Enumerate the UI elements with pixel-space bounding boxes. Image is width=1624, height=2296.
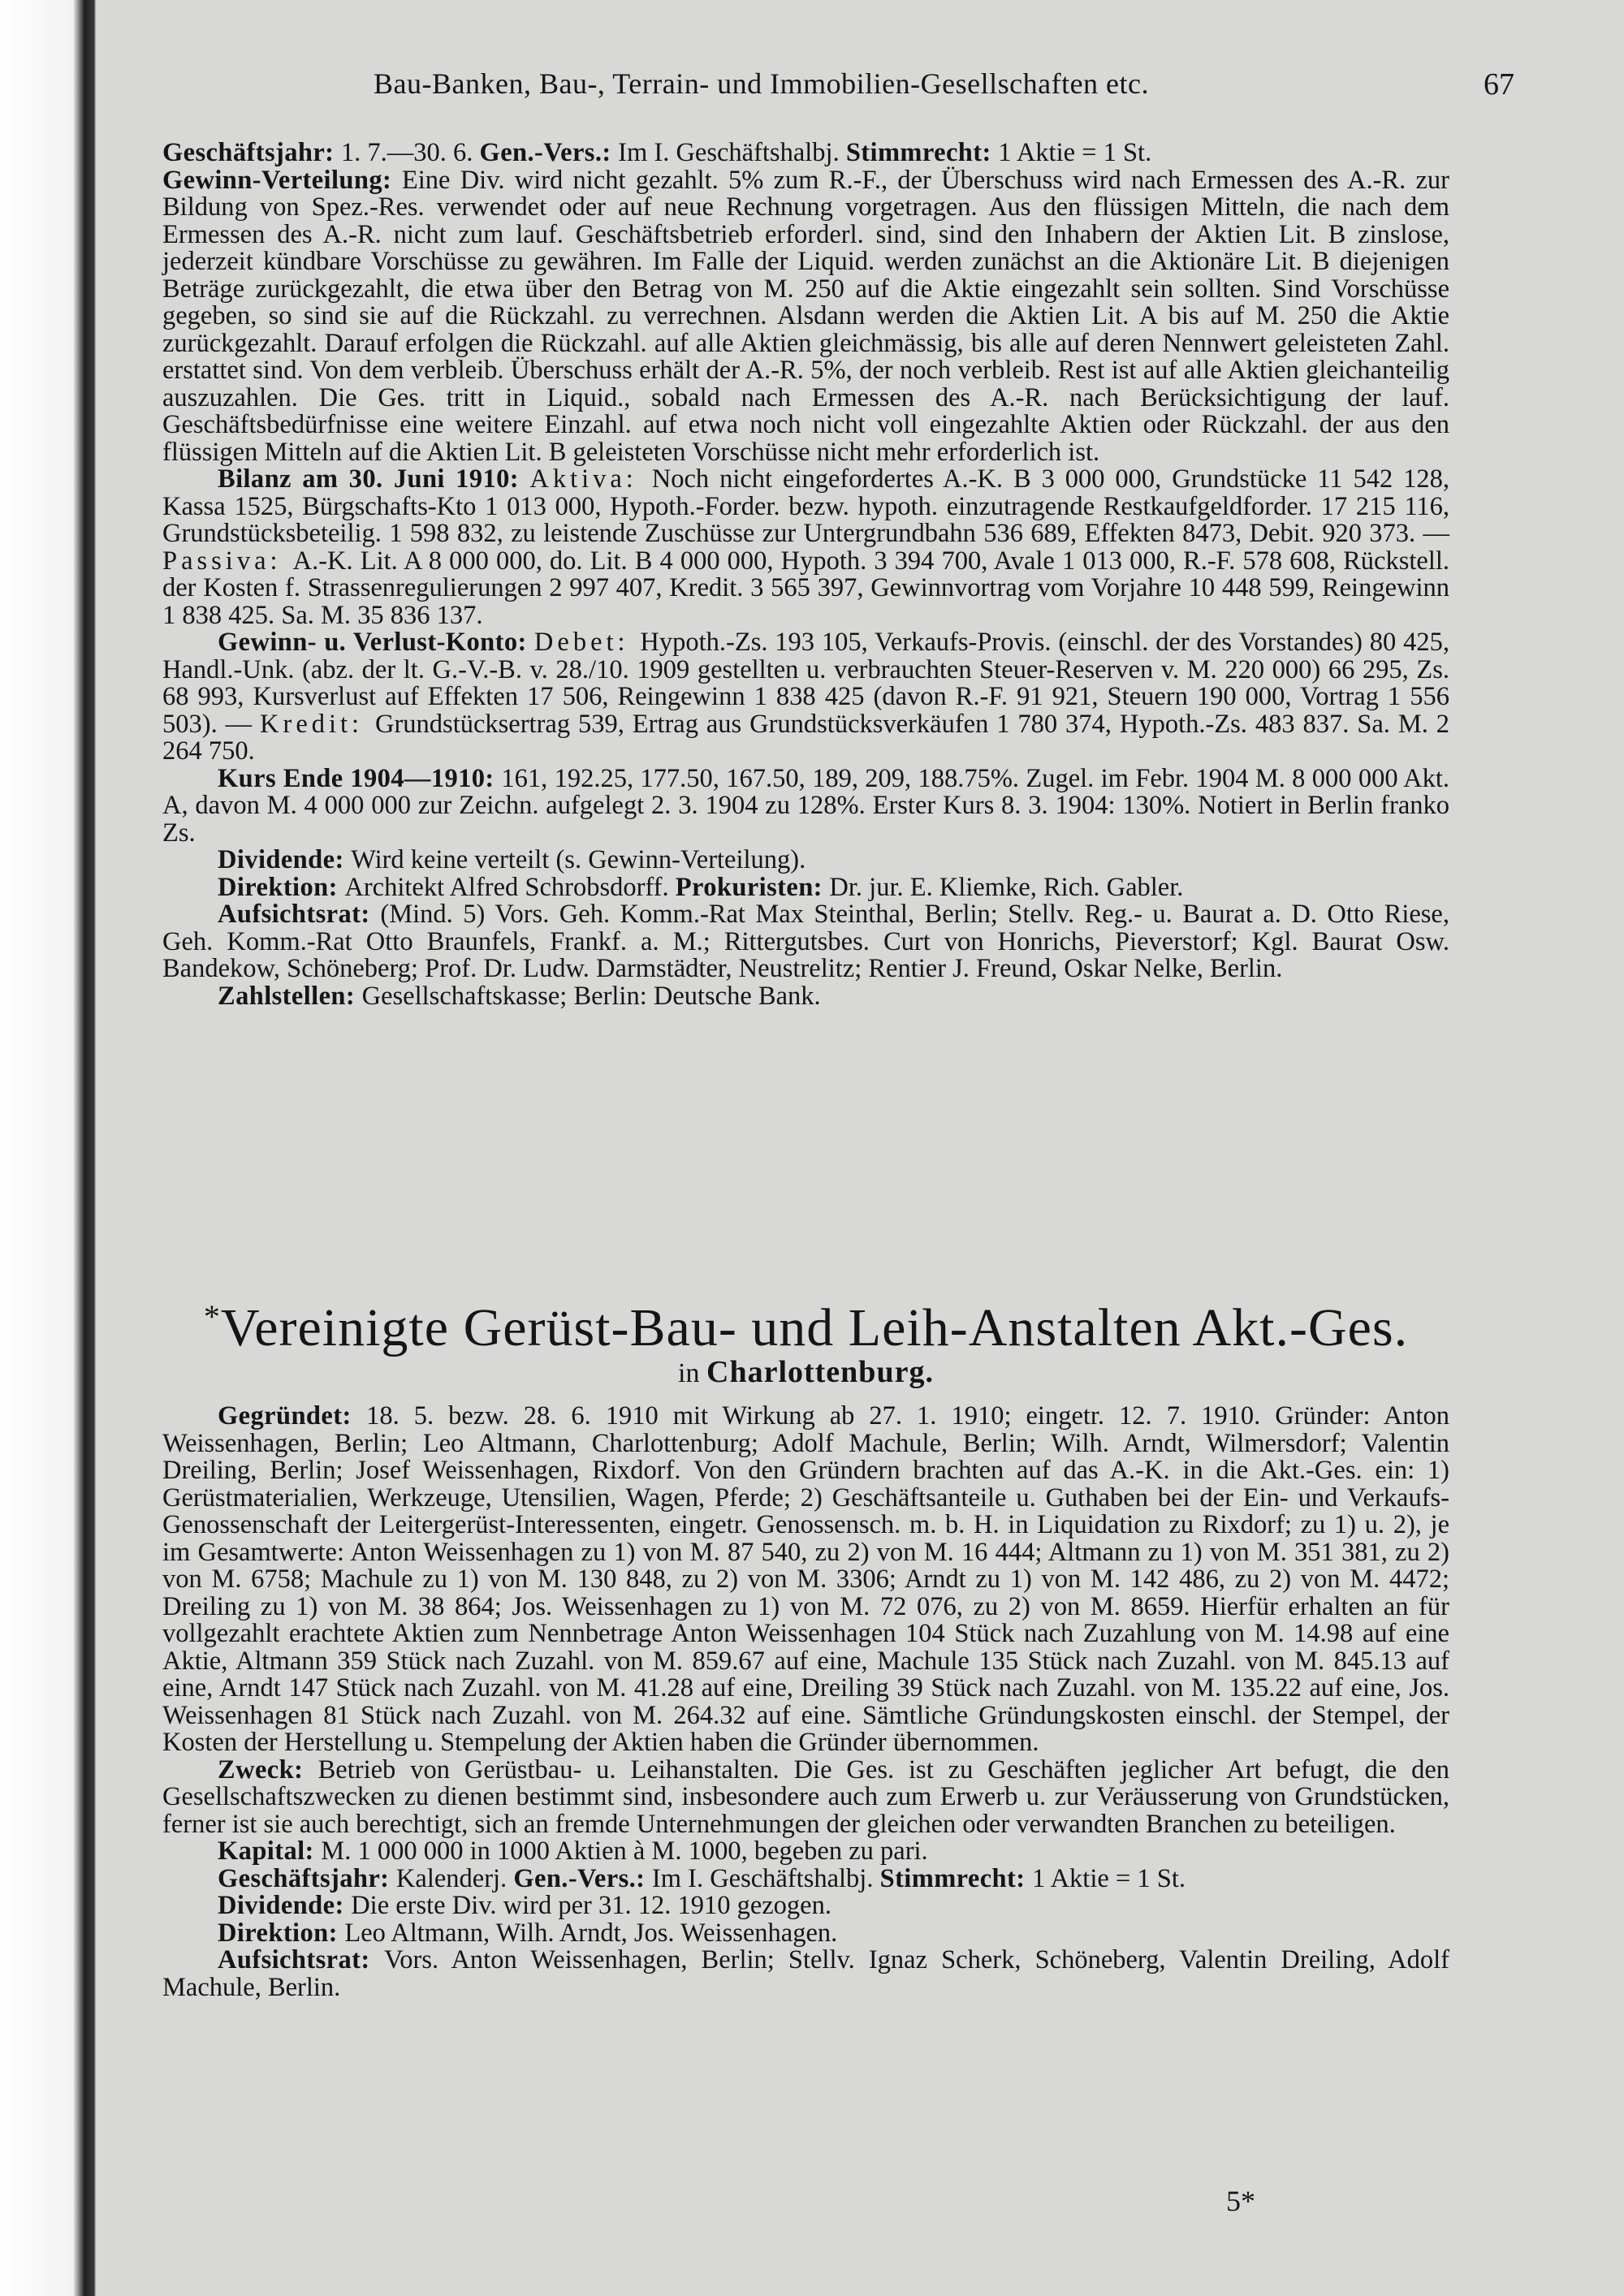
field-text: Dr. jur. E. Kliemke, Rich. Gabler. — [829, 872, 1184, 902]
field-text: Betrieb von Gerüstbau- u. Leihanstalten. Die Ges. ist zu Geschäften jeglicher Art befugt, die den Gesellschaftszwecken zu dienen bestimmt sind, insbesondere auch zum Erwerb u. zur Veräusserung von Grundstücken, ferner ist sie auch berechtigt, sich an fremde Unternehmungen der gleichen oder verwandten Branchen zu beteiligen. — [162, 1754, 1450, 1839]
paragraph — [162, 140, 1449, 167]
paragraph — [162, 1892, 1449, 1920]
location-name: Charlottenburg. — [706, 1355, 934, 1389]
paragraph — [162, 901, 1449, 983]
field-keyword: Dividende: — [218, 845, 352, 874]
entry-section-2 — [162, 1403, 1449, 2001]
field-text: Noch nicht eingefordertes A.-K. B 3 000 000, Grundstücke 11 542 128, Kassa 1525, Bürgschafts-Kto 1 013 000, Hypoth.-Forder. bezw. hypoth. einzutragende Restkaufgeldforder. 17 215 116, Grundstücksbeteilig. 1 598 832, zu leistende Zuschüsse zur Untergrundbahn 536 689, Effekten 8473, Debit. 920 373. — — [162, 464, 1450, 548]
company-location — [162, 1354, 1449, 1390]
paragraph — [162, 1947, 1449, 2001]
location-prefix: in — [678, 1358, 706, 1388]
spaced-label: Kredit: — [260, 709, 375, 739]
header-title: Bau-Banken, Bau-, Terrain- und Immobilien-Gesellschaften etc. — [374, 67, 1150, 100]
field-keyword: Geschäftsjahr: — [162, 138, 341, 167]
field-text: Vors. Anton Weissenhagen, Berlin; Stellv. Ignaz Scherk, Schöneberg, Valentin Dreiling, Adolf Machule, Berlin. — [162, 1945, 1449, 2002]
book-binding-edge — [0, 0, 96, 2296]
field-keyword: Gewinn- u. Verlust-Konto: — [218, 628, 534, 657]
field-text: M. 1 000 000 in 1000 Aktien à M. 1000, begeben zu pari. — [321, 1836, 928, 1866]
spaced-label: Debet: — [533, 628, 641, 657]
field-text: Im I. Geschäftshalbj. — [651, 1863, 880, 1893]
company-title — [162, 1297, 1449, 1359]
paragraph — [162, 1754, 1450, 1839]
paragraph — [162, 466, 1449, 629]
field-keyword: Dividende: — [218, 1891, 352, 1920]
company-name: Vereinigte Gerüst-Bau- und Leih-Anstalten Akt.-Ges. — [220, 1298, 1409, 1357]
field-text: 1 Aktie = 1 St. — [998, 138, 1152, 167]
paragraph — [162, 847, 1449, 874]
field-text: Grundstücksertrag 539, Ertrag aus Grundstücksverkäufen 1 780 374, Hypoth.-Zs. 483 837. Sa. M. 2 264 750. — [162, 709, 1449, 766]
field-keyword: Kurs Ende 1904—1910: — [218, 763, 502, 793]
paragraph — [162, 1838, 1449, 1866]
running-header — [195, 67, 1514, 112]
page-number: 67 — [1484, 67, 1514, 101]
field-text: 1 Aktie = 1 St. — [1032, 1863, 1186, 1893]
field-text: A.-K. Lit. A 8 000 000, do. Lit. B 4 000 000, Hypoth. 3 394 700, Avale 1 013 000, R.-F. 578 608, Rückstell. der Kosten f. Strassenregulierungen 2 997 407, Kredit. 3 565 397, Gewinnvortrag vom Vorjahre 10 448 599, Reingewinn 1 838 425. Sa. M. 35 836 137. — [162, 546, 1450, 630]
spaced-label: Aktiva: — [529, 464, 652, 494]
field-text: 1. 7.—30. 6. — [340, 138, 480, 167]
field-keyword: Kapital: — [218, 1836, 322, 1866]
field-text: Wird keine verteilt (s. Gewinn-Verteilung). — [351, 845, 806, 874]
field-text: Die erste Div. wird per 31. 12. 1910 gezogen. — [351, 1891, 831, 1920]
field-text: Im I. Geschäftshalbj. — [618, 138, 846, 167]
paragraph — [162, 1863, 1449, 1893]
footnote-star: * — [203, 1298, 221, 1335]
field-keyword: Stimmrecht: — [879, 1863, 1032, 1893]
paragraph — [162, 629, 1449, 766]
field-text: 161, 192.25, 177.50, 167.50, 189, 209, 188.75%. Zugel. im Febr. 1904 M. 8 000 000 Akt. A, davon M. 4 000 000 zur Zeichn. aufgelegt 2. 3. 1904 zu 128%. Erster Kurs 8. 3. 1904: 130%. Notiert in Berlin franko Zs. — [162, 763, 1449, 848]
field-keyword: Bilanz am 30. Juni 1910: — [218, 464, 530, 494]
field-keyword: Geschäftsjahr: — [218, 1863, 396, 1893]
paragraph — [162, 983, 1449, 1011]
field-keyword: Prokuristen: — [675, 872, 830, 902]
field-keyword: Gen.-Vers.: — [479, 138, 619, 167]
field-keyword: Gewinn-Verteilung: — [162, 165, 402, 195]
paragraph — [162, 167, 1449, 467]
paragraph — [162, 763, 1449, 848]
field-text: Eine Div. wird nicht gezahlt. 5% zum R.-F., der Überschuss wird nach Ermessen des A.-R. zur Bildung von Spez.-Res. verwendet oder auf neue Rechnung vorgetragen. Aus den flüssigen Mitteln, die nach dem Ermessen des A.-R. nicht zum lauf. Geschäftsbetrieb erforderl. sind, sind den Inhabern der Aktien Lit. B zinslose, jederzeit kündbare Vorschüsse zu gewähren. Im Falle der Liquid. werden zunächst an die Aktionäre Lit. B diejenigen Beträge zurückgezahlt, die etwa über den Betrag von M. 250 auf die Aktie eingezahlt sein sollten. Sind Vorschüsse gegeben, so sind sie auf die Rückzahl. zu verrechnen. Alsdann werden die Aktien Lit. A bis auf M. 250 die Aktie zurückgezahlt. Darauf erfolgen die Rückzahl. auf alle Aktien gleichmässig, bis alle auf deren Nennwert geleisteten Zahl. erstattet sind. Von dem verbleib. Überschuss erhält der A.-R. 5%, der noch verbleib. Rest ist auf alle Aktien gleichanteilig auszuzahlen. Die Ges. tritt in Liquid., sobald nach Ermessen des A.-R. nach Berücksichtigung der lauf. Geschäftsbedürfnisse eine weitere Einzahl. auf etwa noch nicht voll eingezahlte Aktien oder Rückzahl. der aus den flüssigen Mitteln auf die Aktien Lit. B geleisteten Vorschüsse nicht mehr erforderlich ist. — [162, 165, 1449, 467]
field-keyword: Stimmrecht: — [845, 138, 999, 167]
field-keyword: Direktion: — [218, 872, 345, 902]
field-text: Leo Altmann, Wilh. Arndt, Jos. Weissenhagen. — [344, 1918, 838, 1948]
spaced-label: Passiva: — [162, 546, 293, 576]
field-keyword: Aufsichtsrat: — [218, 1945, 385, 1974]
field-keyword: Zahlstellen: — [218, 981, 362, 1011]
field-keyword: Zweck: — [218, 1754, 318, 1785]
paragraph — [162, 1920, 1449, 1948]
field-keyword: Aufsichtsrat: — [218, 900, 381, 929]
paragraph — [162, 874, 1449, 902]
field-keyword: Gegründet: — [218, 1401, 367, 1431]
signature-mark: 5* — [1226, 2185, 1255, 2217]
field-text: (Mind. 5) Vors. Geh. Komm.-Rat Max Steinthal, Berlin; Stellv. Reg.- u. Baurat a. D. Otto Riese, Geh. Komm.-Rat Otto Braunfels, Frankf. a. M.; Rittergutsbes. Curt von Honrichs, Pieverstorf; Kgl. Baurat Osw. Bandekow, Schöneberg; Prof. Dr. Ludw. Darmstädter, Neustrelitz; Rentier J. Freund, Oskar Nelke, Berlin. — [162, 900, 1449, 983]
paragraph — [162, 1403, 1449, 1757]
field-text: Architekt Alfred Schrobsdorff. — [344, 872, 676, 902]
field-text: Kalenderj. — [395, 1863, 514, 1893]
entry-section-1 — [162, 140, 1449, 1010]
field-keyword: Direktion: — [218, 1918, 345, 1948]
field-text: Hypoth.-Zs. 193 105, Verkaufs-Provis. (einschl. der des Vorstandes) 80 425, Handl.-Unk. (abz. der lt. G.-V.-B. v. 28./10. 1909 gestellten u. verbrauchten Steuer-Reserven v. M. 220 000) 66 295, Zs. 68 993, Kursverlust auf Effekten 17 506, Reingewinn 1 838 425 (davon R.-F. 91 921, Steuern 190 000, Vortrag 1 556 503). — — [162, 628, 1449, 739]
field-text: 18. 5. bezw. 28. 6. 1910 mit Wirkung ab 27. 1. 1910; eingetr. 12. 7. 1910. Gründer: Anton Weissenhagen, Berlin; Leo Altmann, Charlottenburg; Adolf Machule, Berlin; Wilh. Arndt, Wilmersdorf; Valentin Dreiling, Berlin; Josef Weissenhagen, Rixdorf. Von den Gründern brachten auf das A.-K. in die Akt.-Ges. ein: 1) Gerüstmaterialien, Werkzeuge, Utensilien, Wagen, Pferde; 2) Geschäftsanteile u. Guthaben bei der Ein- und Verkaufs-Genossenschaft der Leitergerüst-Interessenten, eingetr. Genossensch. m. b. H. in Liquidation zu Rixdorf; zu 1) u. 2), je im Gesamtwerte: Anton Weissenhagen zu 1) von M. 87 540, zu 2) von M. 16 444; Altmann zu 1) von M. 351 381, zu 2) von M. 6758; Machule zu 1) von M. 130 848, zu 2) von M. 3306; Arndt zu 1) von M. 142 486, zu 2) von M. 4472; Dreiling zu 1) von M. 38 864; Jos. Weissenhagen zu 1) von M. 72 076, zu 2) von M. 8659. Hierfür erhalten an für vollgezahlt erachtete Aktien zum Nennbetrage Anton Weissenhagen 104 Stück nach Zuzahlung von M. 14.98 auf eine Aktie, Altmann 359 Stück nach Zuzahl. von M. 859.67 auf eine, Machule 135 Stück nach Zuzahl. von M. 845.13 auf eine, Arndt 147 Stück nach Zuzahl. von M. 41.28 auf eine, Dreiling 39 Stück nach Zuzahl. von M. 135.22 auf eine, Jos. Weissenhagen 81 Stück nach Zuzahl. von M. 264.32 auf eine. Sämtliche Gründungskosten einschl. der Stempel, der Kosten der Herstellung u. Stempelung der Aktien haben die Gründer übernommen. — [162, 1401, 1450, 1757]
field-text: Gesellschaftskasse; Berlin: Deutsche Bank. — [361, 981, 821, 1011]
field-keyword: Gen.-Vers.: — [513, 1863, 652, 1893]
